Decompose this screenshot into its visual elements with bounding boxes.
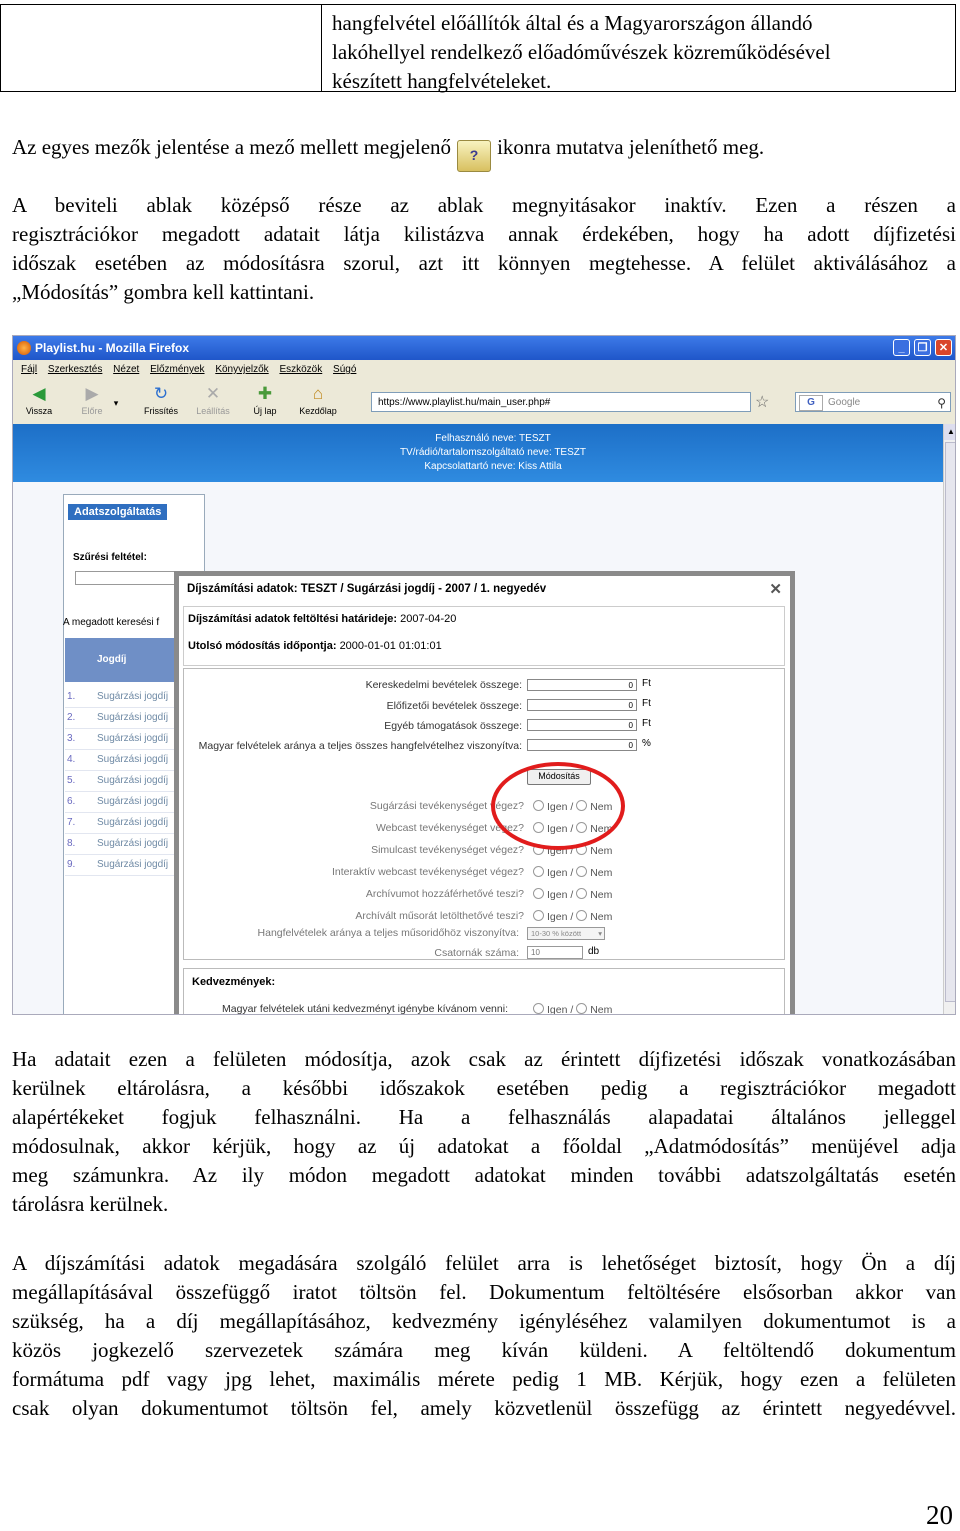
table-row[interactable]: 4. Sugárzási jogdíj [65, 749, 201, 771]
new-tab-button[interactable] [243, 384, 287, 416]
last-modified-value: 2000-01-01 01:01:01 [339, 640, 442, 652]
menu-tools[interactable]: Eszközök [279, 364, 323, 375]
stop-button[interactable] [191, 384, 235, 416]
user-info [343, 432, 643, 474]
forward-button[interactable] [70, 384, 114, 416]
close-window-button[interactable]: ✕ [935, 339, 952, 356]
radio-icon[interactable] [533, 888, 544, 899]
field-label: Egyéb támogatások összege: [384, 720, 522, 732]
deadline-value: 2007-04-20 [400, 613, 457, 625]
firefox-icon [17, 341, 31, 355]
paragraph-line: „Módosítás” gombra kell kattintani. [12, 280, 315, 304]
minimize-button[interactable]: _ [893, 339, 910, 356]
paragraph-line: Ha adatait ezen a felületen módosítja, azok csak az érintett díjfizetési időszak vonatkozásában [12, 1047, 956, 1071]
table-row[interactable]: 6. Sugárzási jogdíj [65, 791, 201, 813]
channels-label: Csatornák száma: [434, 947, 519, 959]
table-row[interactable]: 9. Sugárzási jogdíj [65, 854, 201, 876]
discount-section [183, 968, 785, 1015]
field-unit: % [642, 738, 651, 749]
paragraph-line: csak olyan dokumentumot töltsön fel, amely közvetlenül összefügg az érintett negyedévvel. [12, 1396, 956, 1420]
nav-toolbar [13, 380, 955, 425]
question-label: Archívált műsorát letölthetővé teszi? [355, 910, 524, 922]
user-name: Felhasználó neve: TESZT [435, 433, 551, 444]
paragraph-line: időszak esetében az módosításra szorul, azt itt könnyen megtehesse. A felület aktiválásához a [12, 251, 956, 275]
forward-label: Előre [81, 406, 103, 416]
new-tab-label: Új lap [253, 406, 277, 416]
stop-label: Leállítás [196, 406, 230, 416]
table-row[interactable]: 8. Sugárzási jogdíj [65, 833, 201, 855]
paragraph-line: A díjszámítási adatok megadására szolgáló felület arra is lehetőséget biztosít, hogy Ön a díj [12, 1251, 956, 1275]
paragraph-upload [12, 1249, 956, 1423]
forward-arrow-icon: ▶ [85, 384, 99, 403]
last-modified-row: Utolsó módosítás időpontja: 2000-01-01 01:01:01 [188, 640, 442, 652]
reload-label: Frissítés [143, 406, 178, 416]
paragraph-line: kerülnek eltárolásra, a későbbi időszakok esetében pedig a regisztrációkor megadott [12, 1076, 956, 1100]
chevron-down-icon: ▾ [598, 929, 602, 938]
paragraph-line: tárolásra kerülnek. [12, 1192, 169, 1216]
radio-icon[interactable] [533, 910, 544, 921]
paragraph-line: módosulnak, akkor kérjük, hogy az új adatokat a főoldal „Adatmódosítás” menüjével adja [12, 1134, 956, 1158]
simulcast-radio[interactable]: Igen / Nem [533, 844, 612, 857]
top-table-empty-cell [1, 5, 322, 91]
window-title: Playlist.hu - Mozilla Firefox [35, 341, 190, 355]
discount-radio[interactable]: Igen / Nem [533, 1003, 612, 1015]
paragraph-line: formátuma pdf vagy jpg lehet, maximális mérete pedig 1 MB. Kérjük, hogy ezen a felületen [12, 1367, 956, 1391]
radio-icon[interactable] [533, 866, 544, 877]
paragraph-line: regisztrációkor megadott adatait látja kilistázva annak érdekében, hogy ha adott díjfizetési [12, 222, 956, 246]
deadline-row: Díjszámítási adatok feltöltési határideje: 2007-04-20 [188, 613, 457, 625]
search-box[interactable] [795, 392, 951, 412]
other-support-input[interactable]: 0 [527, 719, 637, 731]
menu-view[interactable]: Nézet [113, 364, 140, 375]
webcast-radio[interactable]: Igen / Nem [533, 822, 612, 835]
back-button[interactable] [17, 384, 61, 416]
channels-unit: db [588, 946, 600, 957]
scroll-thumb[interactable] [945, 442, 956, 1002]
filter-input[interactable] [75, 571, 187, 585]
new-tab-icon: ✚ [257, 384, 273, 403]
icon-hint-before: Az egyes mezők jelentése a mező mellett megjelenő [12, 135, 452, 159]
question-label: Archívumot hozzáférhetővé teszi? [365, 888, 524, 900]
vertical-scrollbar[interactable] [943, 424, 956, 1015]
commercial-revenue-input[interactable]: 0 [527, 679, 637, 691]
history-dropdown-icon[interactable]: ▾ [113, 398, 119, 408]
field-unit: Ft [642, 678, 651, 689]
contact-name: Kapcsolattartó neve: Kiss Attila [424, 461, 562, 472]
search-placeholder: Google [828, 397, 861, 408]
dialog-title: Díjszámítási adatok: TESZT / Sugárzási jogdíj - 2007 / 1. negyedév [187, 583, 547, 595]
dialog-form [183, 668, 785, 960]
table-row[interactable]: 5. Sugárzási jogdíj [65, 770, 201, 792]
url-bar[interactable]: https://www.playlist.hu/main_user.php# [371, 392, 751, 412]
archive-access-radio[interactable]: Igen / Nem [533, 888, 612, 901]
top-table-line: lakóhellyel rendelkező előadóművészek közreműködésével [332, 40, 831, 64]
table-row[interactable]: 1. Sugárzási jogdíj [65, 686, 201, 708]
field-unit: Ft [642, 718, 651, 729]
discount-title: Kedvezmények: [192, 976, 276, 988]
ratio-label: Hangfelvételek aránya a teljes műsoridőhöz viszonyítva: [257, 927, 519, 939]
menu-help[interactable]: Súgó [333, 364, 357, 375]
back-arrow-icon: ◀ [32, 384, 46, 403]
field-label: Előfizetői bevételek összege: [386, 700, 522, 712]
paragraph-modification [12, 1045, 956, 1219]
scroll-up-icon[interactable]: ▲ [944, 424, 956, 440]
menu-history[interactable]: Előzmények [150, 364, 205, 375]
paragraph-inactive [12, 191, 956, 307]
radio-icon[interactable] [576, 888, 587, 899]
site-banner [13, 424, 943, 482]
stop-icon: ✕ [205, 384, 221, 403]
paragraph-line: közös jogkezelő szervezetek számára meg kíván küldeni. A feltöltendő dokumentum [12, 1338, 956, 1362]
paragraph-line: szükség, ha a díj megállapításához, kedvezmény igényléséhez valamilyen dokumentumot is a [12, 1309, 956, 1333]
interactive-webcast-radio[interactable]: Igen / Nem [533, 866, 612, 879]
bookmark-star-icon[interactable]: ☆ [755, 394, 770, 411]
paragraph-line: alapértékeket fogjuk felhasználni. Ha a felhasználás alapadatai általános jelleggel [12, 1105, 956, 1129]
paragraph-line: A beviteli ablak középső része az ablak megnyitásakor inaktív. Ezen a részen a [12, 193, 956, 217]
field-unit: Ft [642, 698, 651, 709]
menu-file[interactable]: Fájl [21, 364, 38, 375]
reload-button[interactable] [139, 384, 183, 416]
channels-input[interactable]: 10 [527, 946, 583, 959]
hungarian-ratio-input[interactable]: 0 [527, 739, 637, 751]
radio-icon[interactable] [533, 1003, 544, 1014]
filter-label: Szűrési feltétel: [73, 552, 147, 563]
table-row[interactable]: 7. Sugárzási jogdíj [65, 812, 201, 834]
home-label: Kezdőlap [299, 406, 337, 416]
menu-edit[interactable]: Szerkesztés [47, 364, 103, 375]
fee-data-dialog [174, 571, 795, 1015]
web-page [13, 424, 943, 1015]
menu-bookmarks[interactable]: Könyvjelzők [215, 364, 269, 375]
field-label: Magyar felvételek aránya a teljes összes hangfelvételhez viszonyítva: [198, 740, 522, 752]
table-row[interactable]: 2. Sugárzási jogdíj [65, 707, 201, 729]
modify-button[interactable]: Módosítás [527, 769, 591, 785]
top-table-line: hangfelvétel előállítók által és a Magyarországon állandó [332, 11, 813, 35]
maximize-button[interactable]: ❐ [914, 339, 931, 356]
back-label: Vissza [25, 406, 53, 416]
tab-adatszolgaltatas[interactable]: Adatszolgáltatás [68, 504, 167, 520]
question-label: Sugárzási tevékenységet végez? [369, 800, 524, 812]
radio-icon[interactable] [576, 910, 587, 921]
discount-label: Magyar felvételek utáni kedvezményt igénybe kívánom venni: [222, 1003, 508, 1015]
top-table-text-cell [332, 9, 947, 96]
top-table [0, 4, 956, 92]
question-label: Interaktív webcast tevékenységet végez? [331, 866, 524, 878]
menu-bar [13, 360, 955, 380]
radio-icon[interactable] [576, 866, 587, 877]
question-label: Webcast tevékenységet végez? [375, 822, 524, 834]
home-button[interactable] [296, 384, 340, 416]
window-titlebar [13, 336, 955, 360]
table-row[interactable]: 3. Sugárzási jogdíj [65, 728, 201, 750]
google-icon: G [799, 395, 823, 411]
icon-hint-after: ikonra mutatva jeleníthető meg. [497, 135, 765, 159]
home-icon: ⌂ [312, 384, 324, 403]
question-label: Simulcast tevékenységet végez? [371, 844, 524, 856]
search-icon[interactable]: ⚲ [937, 396, 946, 410]
paragraph-line: megállapításával összefüggő iratot töltsön fel. Dokumentum feltöltésére elsősorban akkor van [12, 1280, 956, 1304]
dialog-meta [183, 606, 785, 666]
reload-icon: ↻ [153, 384, 169, 403]
provider-name: TV/rádió/tartalomszolgáltató neve: TESZT [399, 447, 586, 458]
help-icon: ? [457, 140, 491, 172]
broadcast-radio[interactable]: Igen / Nem [533, 800, 612, 813]
radio-icon[interactable] [576, 1003, 587, 1014]
field-label: Kereskedelmi bevételek összege: [365, 679, 522, 691]
subscriber-revenue-input[interactable]: 0 [527, 699, 637, 711]
dialog-close-icon[interactable]: ✕ [769, 581, 782, 598]
browser-screenshot [12, 335, 956, 1015]
paragraph-icon-hint [12, 133, 956, 172]
column-jogdij[interactable]: Jogdíj [65, 638, 201, 682]
ratio-select[interactable]: 10-30 % között ▾ [527, 927, 605, 940]
paragraph-line: meg számunkra. Az ily módon megadott adatokat minden további adatszolgáltatás esetén [12, 1163, 956, 1187]
archive-download-radio[interactable]: Igen / Nem [533, 910, 612, 923]
page-number: 20 [926, 1500, 953, 1530]
highlight-circle [491, 762, 625, 850]
top-table-line: készített hangfelvételeket. [332, 69, 552, 93]
result-label: A megadott keresési f [63, 617, 160, 628]
